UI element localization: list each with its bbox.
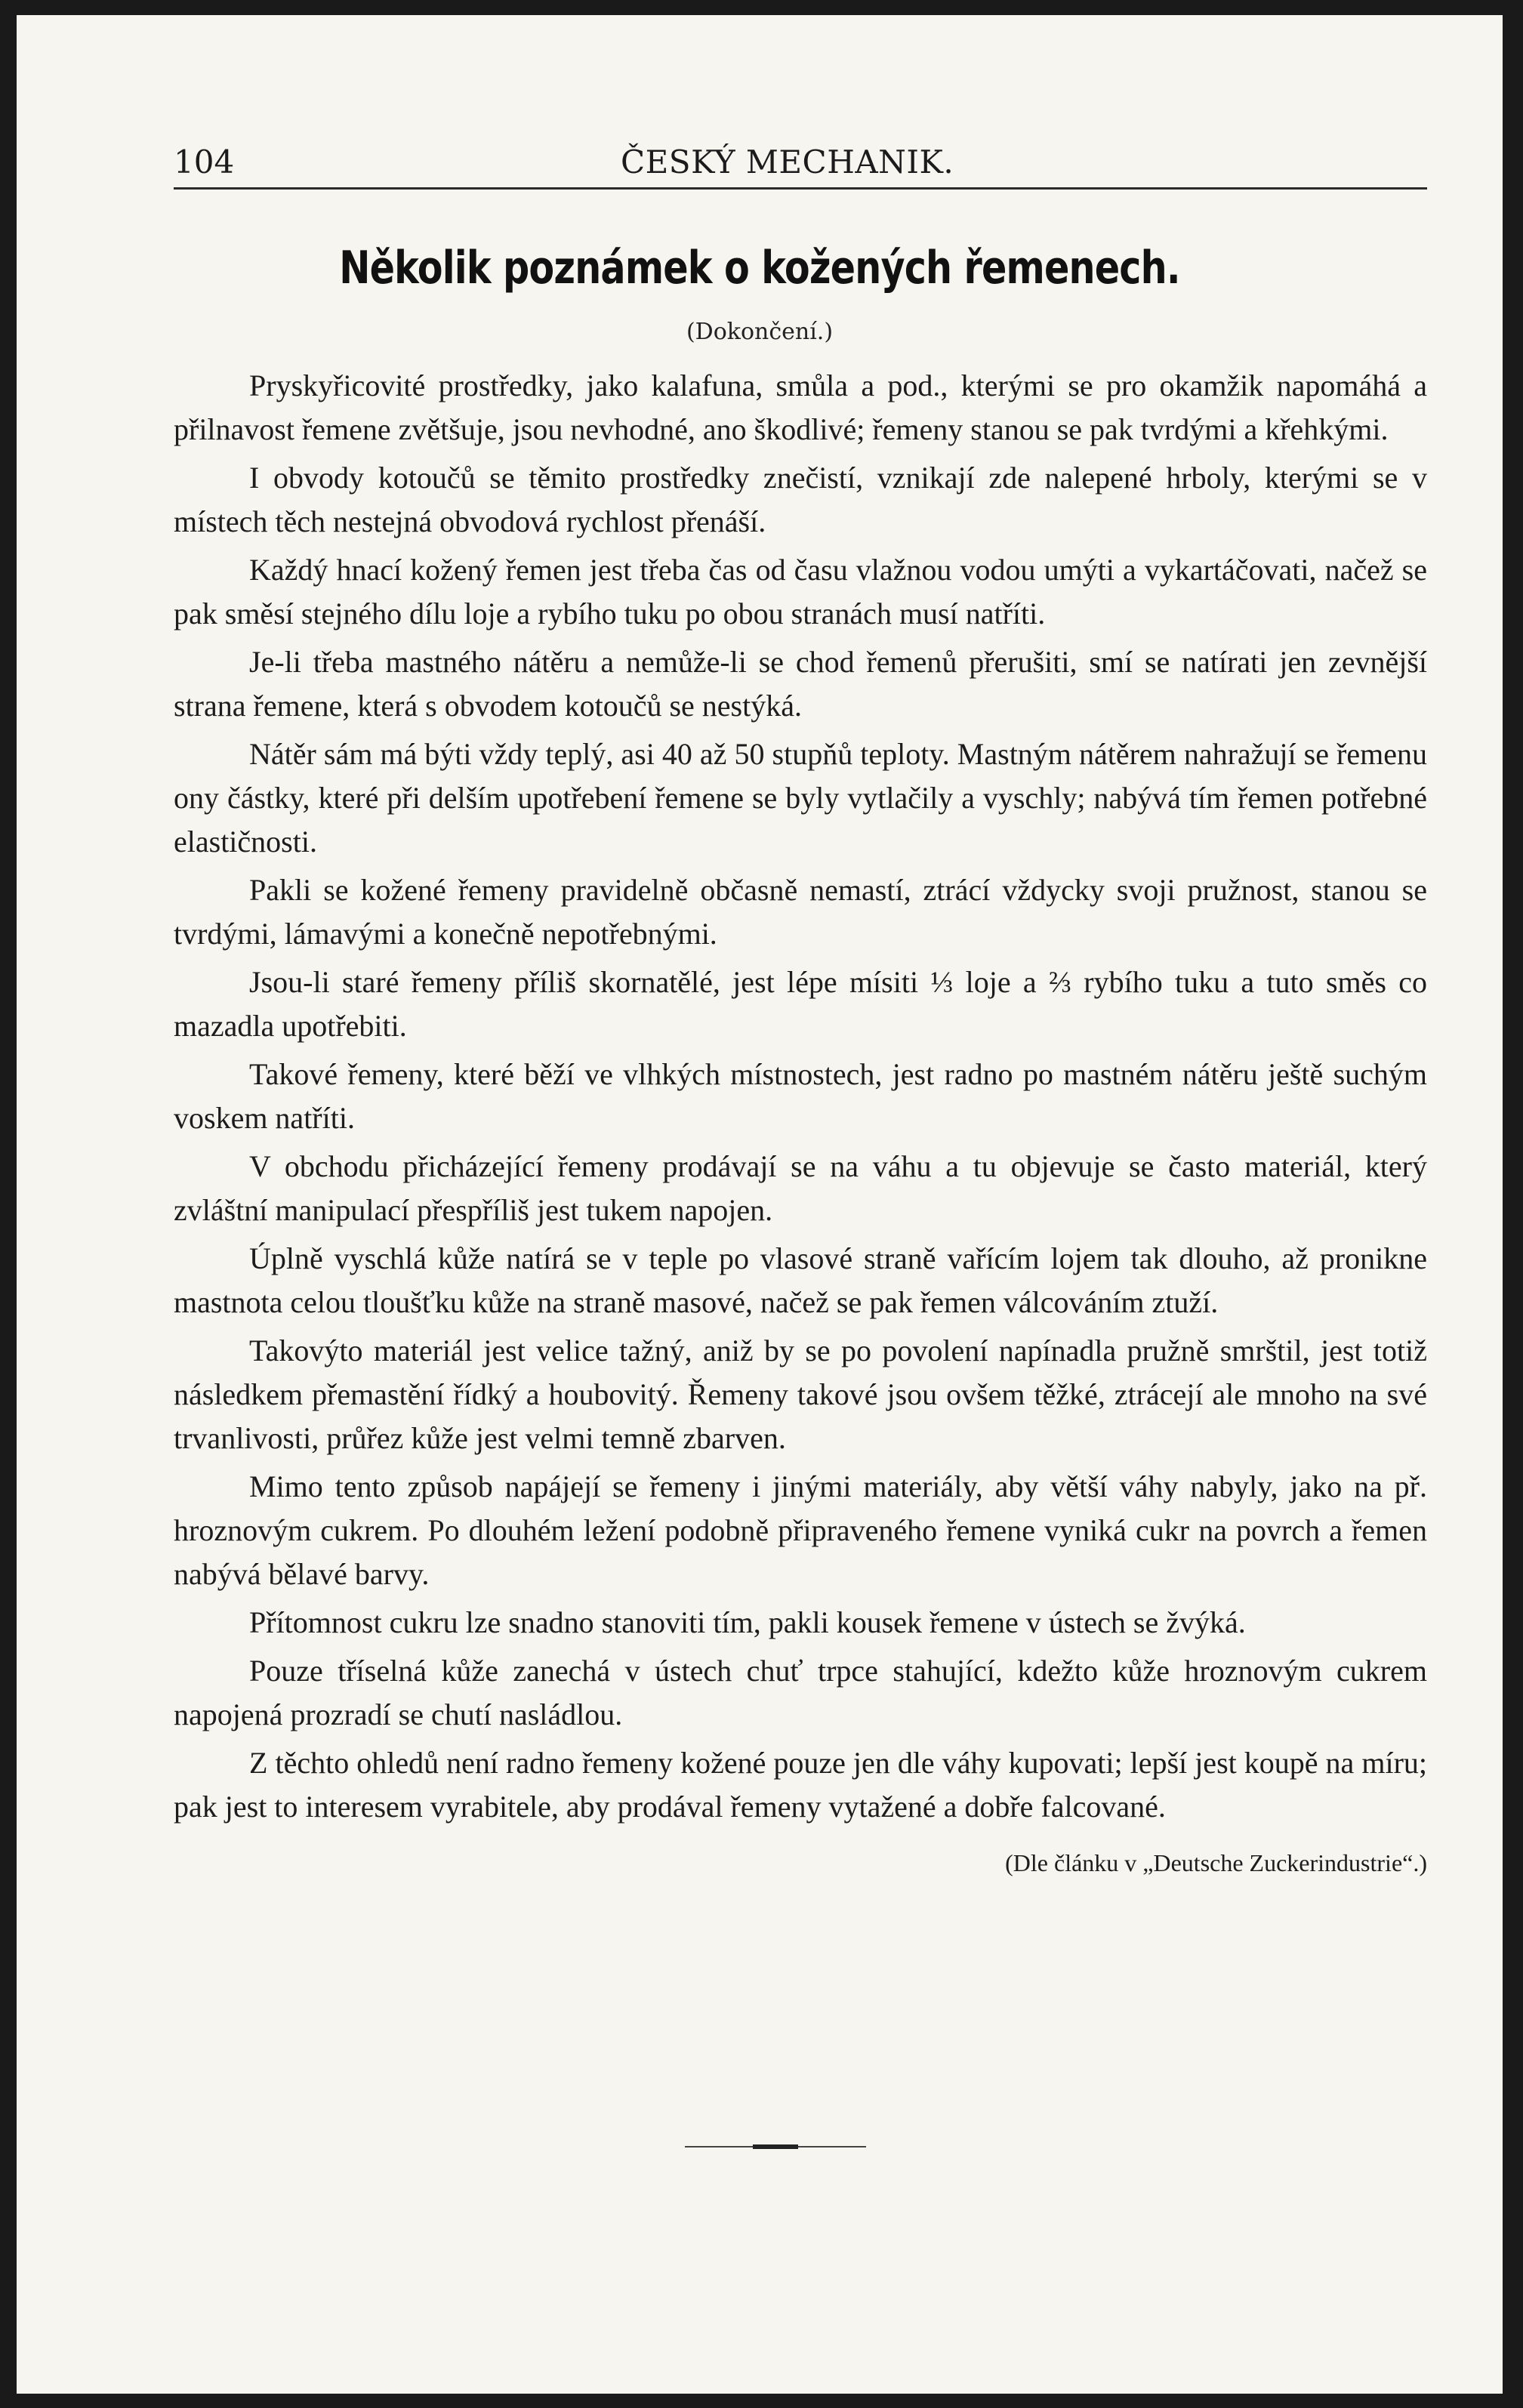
paragraph: Úplně vyschlá kůže natírá se v teple po vlasové straně vařícím lojem tak dlouho, až pronikne mastnota celou tloušťku kůže na straně masové, načež se pak řemen válcováním ztuží. <box>174 1241 1427 1319</box>
running-title: ČESKÝ MECHANIK. <box>621 143 954 180</box>
paragraph: Pouze tříselná kůže zanechá v ústech chuť trpce stahující, kdežto kůže hroznovým cukrem napojená prozradí se chutí nasládlou. <box>174 1654 1427 1731</box>
article-subtitle: (Dokončení.) <box>686 319 834 345</box>
paragraph: Je-li třeba mastného nátěru a nemůže-li se chod řemenů přerušiti, smí se natírati jen zevnější strana řemene, která s obvodem kotoučů se nestýká. <box>174 645 1427 723</box>
page <box>17 15 1503 2394</box>
article-body <box>174 364 1427 1885</box>
header-rule <box>174 187 1427 190</box>
paragraph: Pakli se kožené řemeny pravidelně občasně nemastí, ztrácí vždycky svoji pružnost, stanou se tvrdými, lámavými a konečně nepotřebnými. <box>174 873 1427 951</box>
paragraph: Každý hnací kožený řemen jest třeba čas od času vlažnou vodou umýti a vykartáčovati, načež se pak směsí stejného dílu loje a rybího tuku po obou stranách musí natříti. <box>174 553 1427 631</box>
paragraph: V obchodu přicházející řemeny prodávají se na váhu a tu objevuje se často materiál, který zvláštní manipulací přespříliš jest tukem napojen. <box>174 1149 1427 1227</box>
paragraph: Jsou-li staré řemeny příliš skornatělé, jest lépe mísiti ⅓ loje a ⅔ rybího tuku a tuto směs co mazadla upotřebiti. <box>174 965 1427 1043</box>
page-number: 104 <box>174 143 235 180</box>
article-title: Několik poznámek o kožených řemenech. <box>339 242 1180 294</box>
page-header <box>17 136 1503 189</box>
paragraph: Takové řemeny, které běží ve vlhkých místnostech, jest radno po mastném nátěru ještě suchým voskem natříti. <box>174 1057 1427 1135</box>
paragraph: Takovýto materiál jest velice tažný, aniž by se po povolení napínadla pružně smrštil, jest totiž následkem přemastění řídký a houbovitý. Řemeny takové jsou ovšem těžké, ztrácejí ale mnoho na své trvanlivosti, průřez kůže jest velmi temně zbarven. <box>174 1333 1427 1455</box>
paragraph: I obvody kotoučů se těmito prostředky znečistí, vznikají zde nalepené hrboly, kterými se v místech těch nestejná obvodová rychlost přenáší. <box>174 461 1427 538</box>
paragraph: Mimo tento způsob napájejí se řemeny i jinými materiály, aby větší váhy nabyly, jako na př. hroznovým cukrem. Po dlouhém ležení podobně připraveného řemene vyniká cukr na povrch a řemen nabývá bělavé barvy. <box>174 1469 1427 1591</box>
paragraph: Přítomnost cukru lze snadno stanoviti tím, pakli kousek řemene v ústech se žvýká. <box>249 1605 1246 1639</box>
paragraph: Nátěr sám má býti vždy teplý, asi 40 až 50 stupňů teploty. Mastným nátěrem nahražují se řemenu ony částky, které při delším upotřebení řemene se byly vytlačily a vyschly; nabývá tím řemen potřebné elastičnosti. <box>174 737 1427 859</box>
end-ornament-rule <box>685 2146 866 2147</box>
paragraph: Z těchto ohledů není radno řemeny kožené pouze jen dle váhy kupovati; lepší jest koupě na míru; pak jest to interesem vyrabitele, aby prodával řemeny vytažené a dobře falcované. <box>174 1746 1427 1824</box>
paragraph: Pryskyřicovité prostředky, jako kalafuna, smůla a pod., kterými se pro okamžik napomáhá a přilnavost řemene zvětšuje, jsou nevhodné, ano škodlivé; řemeny stanou se pak tvrdými a křehkými. <box>174 368 1427 446</box>
source-citation: (Dle článku v „Deutsche Zuckerindustrie“.) <box>1005 1849 1427 1876</box>
